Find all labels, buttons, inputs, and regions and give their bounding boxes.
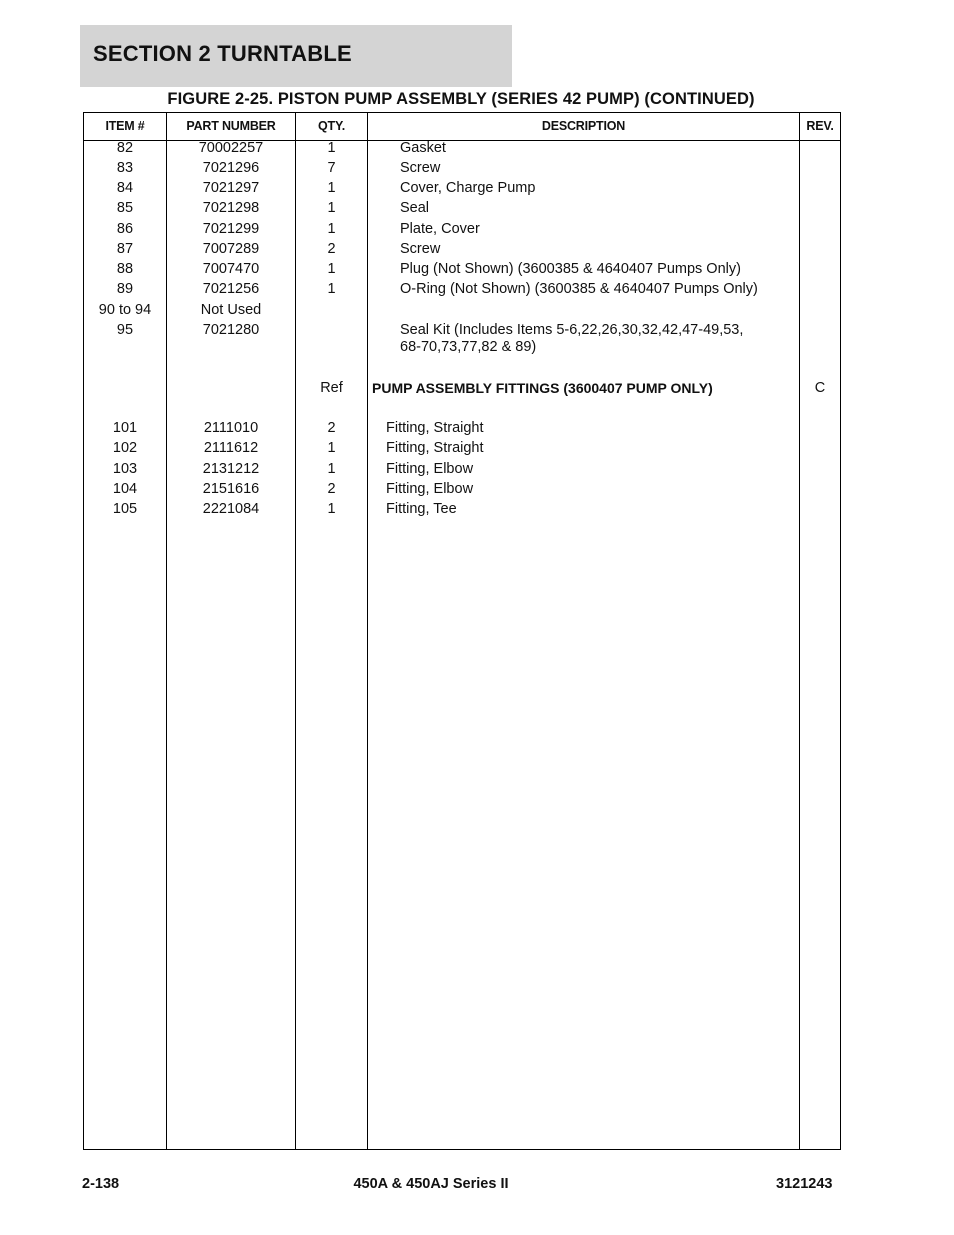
part-number-cell: 2131212 (202, 461, 260, 477)
item-cell: 104 (112, 481, 138, 497)
qty-cell: 1 (327, 461, 336, 477)
parts-table (83, 112, 841, 1150)
part-number-cell: 2111612 (203, 440, 259, 456)
item-cell: 90 to 94 (98, 302, 152, 318)
part-number-cell: Not Used (200, 302, 262, 318)
part-number-cell: 7021280 (202, 322, 260, 338)
item-cell: 83 (116, 160, 134, 176)
description-cell: Fitting, Elbow (386, 481, 474, 497)
part-number-cell: 7021297 (202, 180, 260, 196)
description-cell: Plate, Cover (400, 221, 480, 237)
item-cell: 101 (112, 420, 138, 436)
qty-cell: 2 (327, 481, 336, 497)
part-number-cell: 2111010 (203, 420, 259, 436)
header-qty: QTY. (318, 119, 345, 133)
part-number-cell: 7007289 (202, 241, 260, 257)
figure-title: FIGURE 2-25. PISTON PUMP ASSEMBLY (SERIES 42 PUMP) (CONTINUED) (167, 90, 755, 108)
description-cell: Fitting, Straight (386, 420, 484, 436)
description-cell: Fitting, Elbow (386, 461, 474, 477)
item-cell: 88 (116, 261, 134, 277)
description-cell: Fitting, Straight (386, 440, 484, 456)
header-rev: REV. (806, 119, 834, 133)
part-number-cell: 7021296 (202, 160, 260, 176)
header-part-number: PART NUMBER (186, 119, 276, 133)
item-cell: 86 (116, 221, 134, 237)
part-number-cell: 70002257 (198, 140, 264, 156)
qty-cell: Ref (320, 380, 343, 396)
qty-cell: 1 (327, 261, 336, 277)
item-cell: 105 (112, 501, 138, 517)
item-cell: 82 (116, 140, 134, 156)
part-number-cell: 7021298 (202, 200, 260, 216)
rev-cell: C (814, 380, 826, 396)
column-divider (367, 113, 368, 1149)
part-number-cell: 2221084 (202, 501, 260, 517)
part-number-cell: 7007470 (202, 261, 260, 277)
section-header (80, 25, 512, 87)
description-cell: Screw (400, 160, 441, 176)
item-cell: 84 (116, 180, 134, 196)
description-cell: Cover, Charge Pump (400, 180, 536, 196)
qty-cell: 1 (327, 180, 336, 196)
page-number: 2-138 (82, 1176, 120, 1192)
item-cell: 85 (116, 200, 134, 216)
description-cell: Seal Kit (Includes Items 5-6,22,26,30,32,42,47-49,53, 68-70,73,77,82 & 89) (400, 322, 744, 355)
qty-cell: 1 (327, 440, 336, 456)
description-cell: Gasket (400, 140, 446, 156)
description-cell: Fitting, Tee (386, 501, 457, 517)
qty-cell: 2 (327, 420, 336, 436)
description-heading: PUMP ASSEMBLY FITTINGS (3600407 PUMP ONLY) (372, 380, 713, 396)
item-cell: 103 (112, 461, 138, 477)
description-cell: Plug (Not Shown) (3600385 & 4640407 Pumps Only) (400, 261, 741, 277)
description-cell: O-Ring (Not Shown) (3600385 & 4640407 Pumps Only) (400, 281, 758, 297)
section-title: SECTION 2 TURNTABLE (93, 41, 352, 66)
item-cell: 89 (116, 281, 134, 297)
qty-cell: 1 (327, 281, 336, 297)
item-cell: 87 (116, 241, 134, 257)
part-number-cell: 7021299 (202, 221, 260, 237)
model-name: 450A & 450AJ Series II (353, 1176, 509, 1192)
part-number-cell: 7021256 (202, 281, 260, 297)
header-description: DESCRIPTION (541, 119, 626, 133)
header-item: ITEM # (105, 119, 145, 133)
item-cell: 95 (116, 322, 134, 338)
qty-cell: 2 (327, 241, 336, 257)
qty-cell: 7 (327, 160, 336, 176)
item-cell: 102 (112, 440, 138, 456)
qty-cell: 1 (327, 501, 336, 517)
description-cell: Screw (400, 241, 441, 257)
part-number-cell: 2151616 (202, 481, 260, 497)
document-number: 3121243 (776, 1176, 833, 1192)
qty-cell: 1 (327, 140, 336, 156)
qty-cell: 1 (327, 221, 336, 237)
description-cell: Seal (400, 200, 430, 216)
qty-cell: 1 (327, 200, 336, 216)
